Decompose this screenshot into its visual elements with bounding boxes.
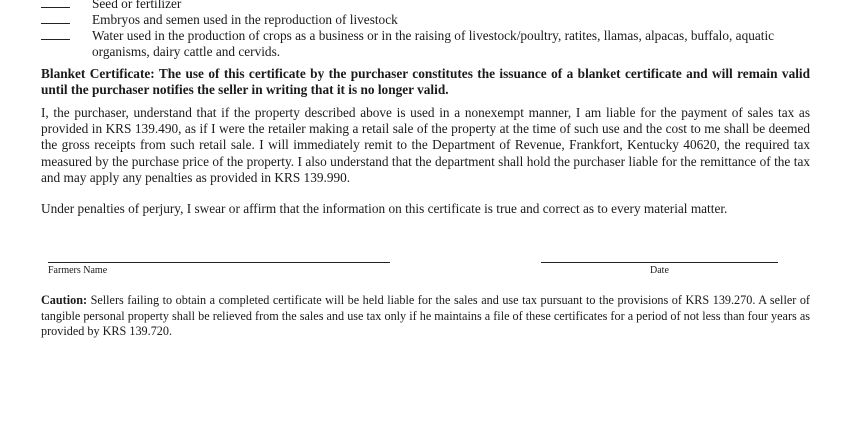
exemption-item-water <box>41 28 821 60</box>
perjury-statement: Under penalties of perjury, I swear or affirm that the information on this certificate is true and correct as to every material matter. <box>41 201 728 216</box>
blanket-certificate-text: Blanket Certificate: The use of this certificate by the purchaser constitutes the issuance of a blanket certificate and will remain valid until the purchaser notifies the seller in writing that it is no longer valid. <box>41 66 810 98</box>
exemption-item-embryos <box>41 12 821 28</box>
item-label: Water used in the production of crops as a business or in the raising of livestock/poultry, ratites, llamas, alpacas, buffalo, aquatic <box>92 28 775 43</box>
item-label-continuation: organisms, dairy cattle and cervids. <box>92 44 281 59</box>
checkbox-blank-embryos[interactable] <box>41 23 70 24</box>
item-label: Seed or fertilizer <box>92 0 182 11</box>
caution-notice <box>41 293 810 340</box>
caution-label: Caution: <box>41 293 88 307</box>
item-label: Embryos and semen used in the reproduction of livestock <box>92 12 398 27</box>
caution-text: Sellers failing to obtain a completed certificate will be held liable for the sales and use tax pursuant to the provisions of KRS 139.270. A seller of tangible personal property shall be relieved from the sales and use tax only if he maintains a file of these certificates for a period of not less than four years as provided by KRS 139.720. <box>41 293 810 339</box>
checkbox-blank-water[interactable] <box>41 39 70 40</box>
farmers-name-line[interactable] <box>48 262 390 263</box>
date-line[interactable] <box>541 262 778 263</box>
exemption-item-seed <box>41 0 821 12</box>
liability-statement: I, the purchaser, understand that if the property described above is used in a nonexempt manner, I am liable for the payment of sales tax as provided in KRS 139.490, as if I were the retailer making a retail sale of the property at the time of such use and the cost to me shall be deemed the gross receipts from such retail sale. I will immediately remit to the Department of Revenue, Frankfort, Kentucky 40620, the required tax measured by the purchase price of the property. I also understand that the department shall hold the purchaser liable for the remittance of the tax and may apply any penalties as provided in KRS 139.990. <box>41 105 810 185</box>
checkbox-blank-seed[interactable] <box>41 7 70 8</box>
date-label: Date <box>650 265 669 276</box>
farmers-name-label: Farmers Name <box>48 265 108 276</box>
exemption-item-list <box>41 0 821 60</box>
